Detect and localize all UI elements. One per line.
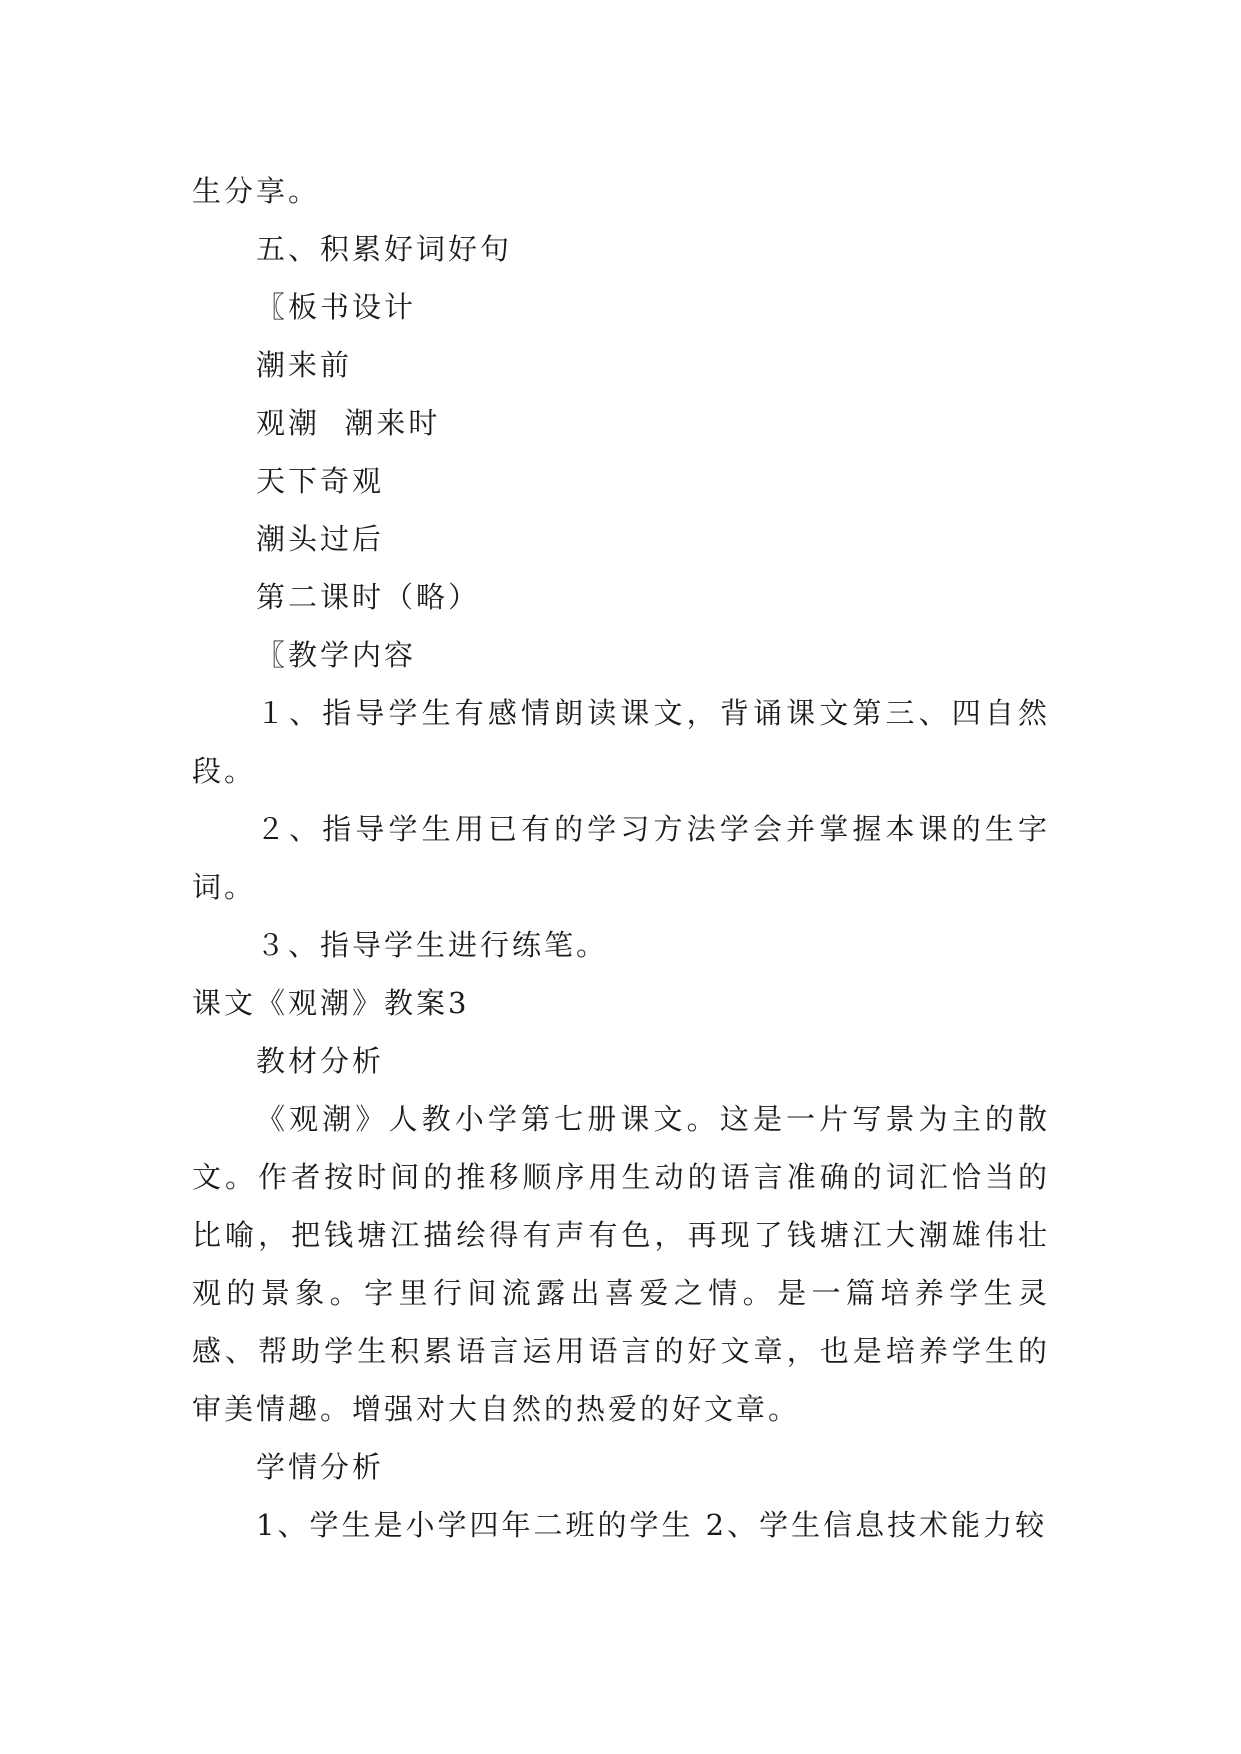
paragraph: 《观潮》人教小学第七册课文。这是一片写景为主的散文。作者按时间的推移顺序用生动的语言准确的词汇恰当的比喻，把钱塘江描绘得有声有色，再现了钱塘江大潮雄伟壮观的景象。字里行间流露出喜爱之情。是一篇培养学生灵感、帮助学生积累语言运用语言的好文章，也是培养学生的审美情趣。增强对大自然的热爱的好文章。: [192, 1102, 1050, 1426]
section-heading: 〖板书设计: [256, 290, 417, 324]
board-design-line: 天下奇观: [256, 464, 385, 498]
section-heading: 教材分析: [256, 1044, 385, 1078]
section-heading: 第二课时（略）: [256, 580, 481, 614]
paragraph: ３、指导学生进行练笔。: [256, 928, 609, 962]
document-title: 课文《观潮》教案3: [192, 986, 470, 1020]
paragraph: １、指导学生有感情朗读课文，背诵课文第三、四自然段。: [192, 696, 1050, 788]
section-heading: 五、积累好词好句: [256, 232, 513, 266]
board-design-line: 潮头过后: [256, 522, 385, 556]
paragraph: ２、指导学生用已有的学习方法学会并掌握本课的生字词。: [192, 812, 1050, 904]
section-heading: 学情分析: [256, 1450, 385, 1484]
section-heading: 〖教学内容: [256, 638, 417, 672]
document-body: [192, 162, 1050, 1554]
board-design-line: 潮来前: [256, 348, 353, 382]
board-design-line: 观潮 潮来时: [256, 406, 441, 440]
paragraph: 1、学生是小学四年二班的学生 2、学生信息技术能力较: [256, 1508, 1048, 1542]
text-line: 生分享。: [192, 174, 321, 208]
